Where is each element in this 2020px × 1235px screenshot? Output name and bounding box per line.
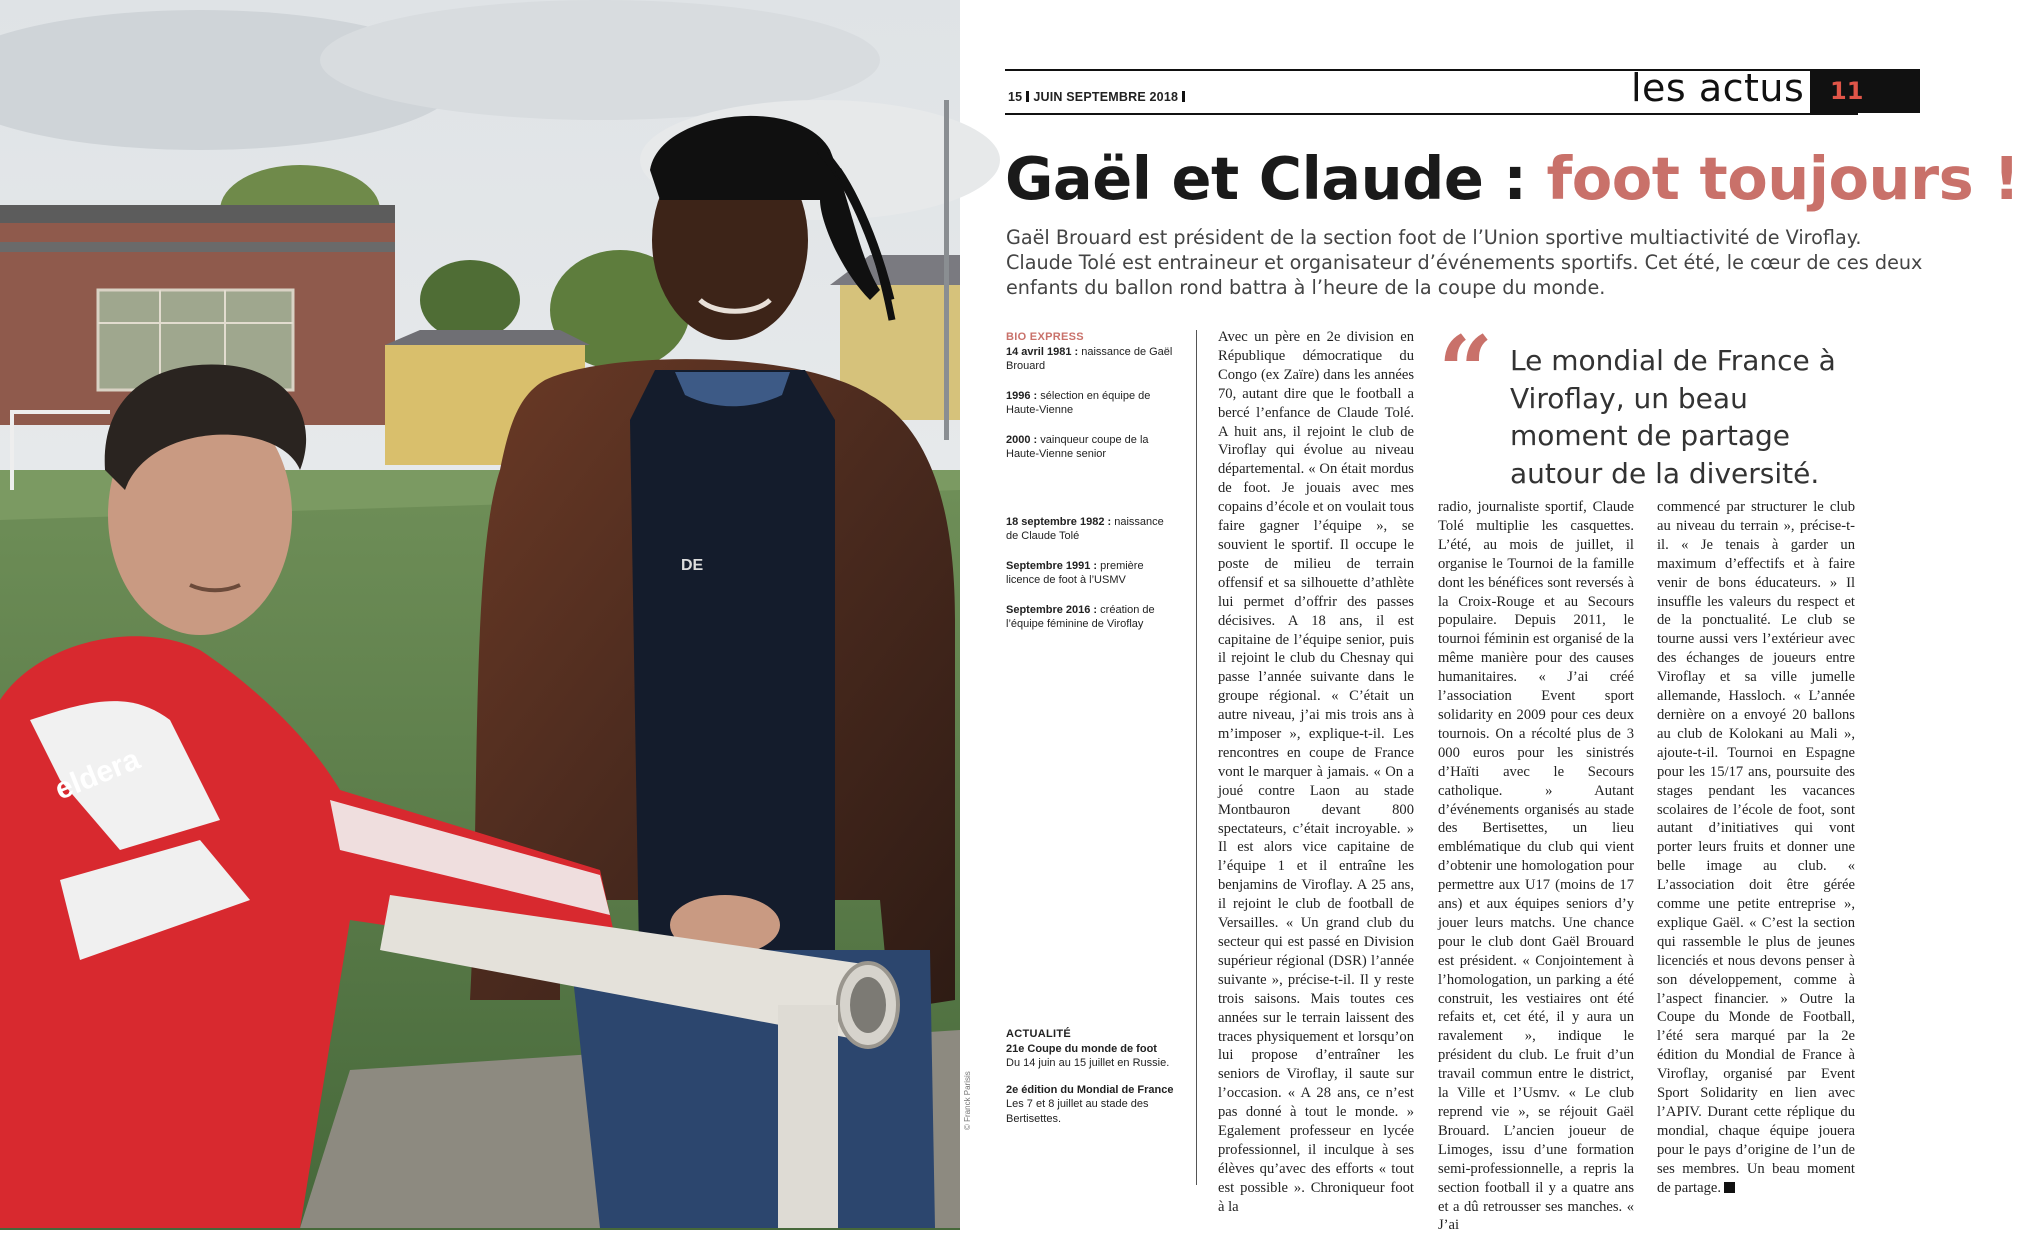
body-column-3: commencé par structurer le club au niveau du terrain », précise-t-il. « Je tenais à garder un maximum d’effectifs et à faire venir de bons éducateurs. » Il insuffle les valeurs du respect et de la ponctualité. Le club se tourne aussi vers l’extérieur avec des échanges de joueurs entre Viroflay et sa ville jumelle allemande, Hassloch. « L’année dernière on a envoyé 20 ballons au club de Kolokani au Mali », ajoute-t-il. Tournoi en Espagne pour les 15/17 ans, poursuite des stages pendant les vacances scolaires de l’école de foot, sont autant d’initiatives qui vont porter leurs fruits et donner une belle image au club. « L’association doit être gérée comme une petite entreprise », explique Gaël. « C’est la section qui rassemble le plus de jeunes licenciés et nous devons penser à son développement, comme à l’aspect financier. » Outre la Coupe du Monde de Football, l’été sera marqué par la 2e édition du Mondial de France à Viroflay, organisé par Event Sport Solidarity en lien avec l’APIV. Durant cette réplique du mondial, chaque équipe jouera pour le pays d’origine de l’un de ses membres. Un beau moment de partage. [1657, 499, 1855, 1196]
pull-quote-text: Le mondial de France à Viroflay, un beau moment de partage autour de la diversité. [1510, 344, 1836, 490]
separator-bar [1182, 91, 1185, 102]
end-mark-icon [1724, 1182, 1735, 1193]
issue-info [1008, 90, 1189, 104]
article-photo [0, 0, 960, 1228]
bio-entry: 2000 : vainqueur coupe de la Haute-Vienne senior [1006, 433, 1149, 460]
body-column-1: Avec un père en 2e division en République démocratique du Congo (ex Zaïre) dans les années 70, autant dire que le football a bercé l’enfance de Claude Tolé. A huit ans, il rejoint le club de Viroflay qui évolue au niveau départemental. « On était mordus de foot. Je jouais avec mes copains d’école et on voulait tous faire gagner l’équipe », se souvient le sportif. Il occupe le poste de milieu de terrain offensif et sa silhouette d’athlète lui permet d’offrir des passes décisives. A 18 ans, il est capitaine de l’équipe senior, puis il rejoint le club du Chesnay qui passe l’année suivante dans le groupe régional. « C’était un autre niveau, j’ai mis trois ans à m’imposer », explique-t-il. Les rencontres en coupe de France vont le marquer à jamais. « On a joué contre Laon au stade Montbauron devant 800 spectateurs, c’était incroyable. » Il est alors vice capitaine de l’équipe 1 et il entraîne les benjamins de Viroflay. A 25 ans, il rejoint le club de football de Versailles. « Un grand club du secteur qui est passé en Division supérieur régional (DSR) l’année suivante », précise-t-il. Il y reste trois saisons. Mais toutes ces années sur le terrain laissent des traces physiquement et lorsqu’on lui propose d’entraîner les seniors de Viroflay, il saute sur l’occasion. « A 28 ans, ce n’est pas donné à tout le monde. » Egalement professeur en lycée professionnel, il inculque à ses élèves qu’avec des efforts « tout est possible ». Chroniqueur foot à la [1218, 329, 1414, 1215]
header-rule-bottom [1005, 113, 1858, 115]
column-divider [1196, 330, 1197, 1185]
bio-kicker: BIO EXPRESS [1006, 331, 1084, 343]
section-name: les actus [1631, 66, 1805, 110]
body-column-2: radio, journaliste sportif, Claude Tolé multiplie les casquettes. L’été, au mois de juillet, il organise le Tournoi de la famille dont les bénéfices sont reversés à la Croix-Rouge et au Secours populaire. Depuis 2011, le tournoi féminin est organisé de la même manière pour des causes humanitaires. « J’ai créé l’association Event sport solidarity en 2009 pour ces deux tournois. On a récolté plus de 3 000 euros pour les sinistrés d’Haïti avec le Secours catholique. » Autant d’événements organisés au stade des Bertisettes, un lieu emblématique du club qui vient d’obtenir une homologation pour permettre aux U17 (moins de 17 ans) et aux équipes seniors d’y jouer leurs matchs. Une chance pour le club dont Gaël Brouard est président. « Conjointement à l’homologation, un parking a été construit, les vestiaires ont été refaits et, cet été, il y aura un ravalement », indique le président du club. Le fruit d’un travail commun entre le district, la Ville et l’Usmv. « Le club reprend vie », se réjouit Gaël Brouard. L’ancien joueur de Limoges, issu d’une formation semi-professionnelle, a repris la section football il y a quatre ans et a dû retrousser ses manches. « J’ai [1438, 499, 1634, 1234]
lede-line: enfants du ballon rond battra à l’heure de la coupe du monde. [1006, 276, 1606, 299]
issue-number: 15 [1008, 90, 1023, 104]
title-part-1: Gaël et Claude : [1005, 144, 1547, 213]
lede-line: Claude Tolé est entraineur et organisateur d’événements sportifs. Cet été, le cœur de ces deux [1006, 251, 1923, 274]
title-part-2: foot toujours ! [1546, 144, 2020, 213]
actualite-kicker: ACTUALITÉ [1006, 1028, 1072, 1040]
bio-entry: Septembre 1991 : première licence de foot à l’USMV [1006, 559, 1144, 586]
quote-mark-icon: “ [1438, 315, 1494, 428]
lede-line: Gaël Brouard est président de la section foot de l’Union sportive multiactivité de Viroflay. [1006, 226, 1862, 249]
actualite-entry: 21e Coupe du monde de foot Du 14 juin au 15 juillet en Russie. [1006, 1042, 1170, 1069]
page-number: 11 [1810, 69, 1920, 113]
bio-entry: Septembre 2016 : création de l’équipe féminine de Viroflay [1006, 603, 1155, 630]
bio-entry: 18 septembre 1982 : naissance de Claude Tolé [1006, 515, 1164, 542]
article-page [960, 0, 2020, 1234]
bio-entry: 14 avril 1981 : naissance de Gaël Brouard [1006, 345, 1173, 372]
bio-entry: 1996 : sélection en équipe de Haute-Vienne [1006, 389, 1151, 416]
issue-date: JUIN SEPTEMBRE 2018 [1033, 90, 1179, 104]
shirt-logo: eldera [50, 742, 145, 807]
article-lede [1006, 225, 1923, 300]
actualite-entry: 2e édition du Mondial de France Les 7 et 8 juillet au stade des Bertisettes. [1006, 1083, 1174, 1125]
bio-express-sidebar [1006, 330, 1176, 647]
shirt-text: DE [681, 557, 704, 574]
separator-bar [1026, 91, 1029, 102]
actualite-sidebar [1006, 1027, 1181, 1138]
article-title [1005, 144, 2020, 213]
photo-credit: © Franck Parisis [963, 1071, 972, 1130]
